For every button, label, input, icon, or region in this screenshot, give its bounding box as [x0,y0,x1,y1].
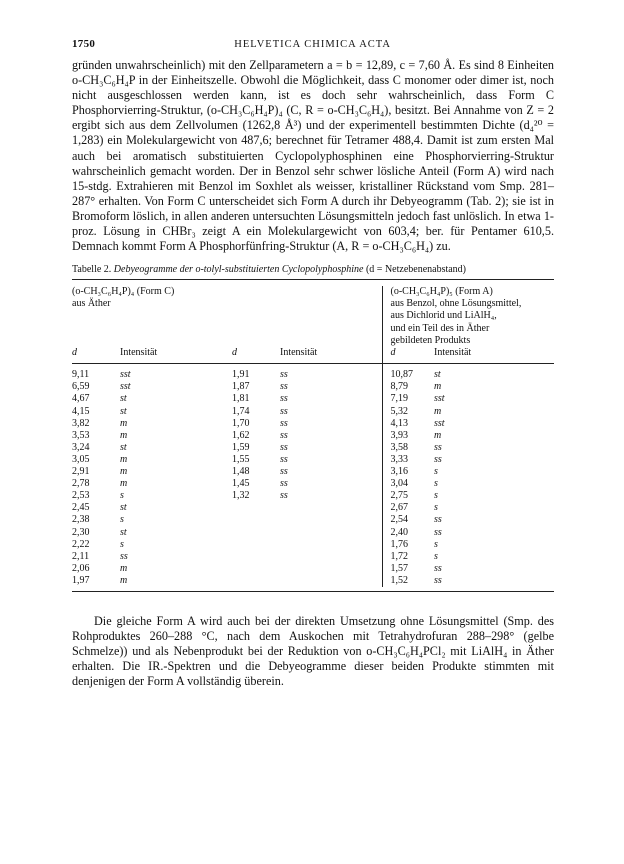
intensity-value: ss [434,514,442,526]
d-value: 10,87 [382,369,434,381]
intensity-value: ss [280,369,288,381]
d-value: 2,67 [382,502,434,514]
intensity-value: s [120,538,124,550]
intensity-value: st [120,502,127,514]
intensity-value [280,575,382,587]
d-value [232,551,280,563]
d-value: 2,54 [382,514,434,526]
paragraph-2: Die gleiche Form A wird auch bei der direkten Umsetzung ohne Lösungsmittel (Smp. des Rohproduktes 260–288 °C, nach dem Auskochen mit Tetrahydrofuran 288–298° (gelbe Schmelze)) und als Nebenprodukt bei der Reduktion von o-CH₃C₆H₄PCl₂ mit LiAlH₄ in Äther erhalten. Die IR.-Spektren und die Debyeogramme dieser beiden Produkte stimmten mit denjenigen der Form A vollständig überein. [72,613,554,689]
table-caption [72,264,554,280]
d-value: 3,93 [382,430,434,442]
d-value: 1,48 [232,466,250,478]
d-value: 1,97 [72,574,90,586]
intensity-value: ss [120,550,128,562]
d-value: 2,78 [72,478,90,490]
d-value: 1,55 [232,453,250,465]
d-value: 2,11 [72,550,90,562]
d-value: 8,79 [382,381,434,393]
d-value: 2,38 [72,514,90,526]
table-row [72,381,554,393]
intensity-value: ss [280,441,288,453]
intensity-value: s [434,538,438,550]
intensity-value: ss [280,429,288,441]
d-value: 1,81 [232,393,250,405]
intensity-value: sst [434,393,445,405]
d-value: 4,13 [382,418,434,430]
form-a-header: (o-CH₃C₆H₄P)₅ (Form A) aus Benzol, ohne Lösungsmittel, aus Dichlorid und LiAlH₄, und ein Teil des in Äther gebildeten Produkts [382,286,554,346]
d-value: 2,75 [382,490,434,502]
d-value: 3,24 [72,441,90,453]
d-value: 2,40 [382,527,434,539]
table-row [72,478,554,490]
table-row [72,502,554,514]
d-value: 3,58 [382,442,434,454]
d-value: 1,76 [382,539,434,551]
table-note: (d = Netzebenenabstand) [365,264,467,276]
table-row [72,393,554,405]
intensity-value: m [120,574,128,586]
intensity-value: m [120,562,128,574]
intensity-value: ss [434,562,442,574]
d-value: 1,32 [232,490,250,502]
intensity-value: ss [280,381,288,393]
intensity-value: st [120,405,127,417]
table-row [72,369,554,381]
d-value: 9,11 [72,369,90,381]
table-title: Debyeogramme der o-tolyl-substituierten Cyclopolyphosphine [113,264,364,276]
table-row [72,406,554,418]
d-value: 1,70 [232,417,250,429]
column-headers: d Intensität d Intensität d Intensität [72,346,472,358]
d-value: 2,91 [72,466,90,478]
intensity-value: m [434,381,442,393]
d-value [232,563,280,575]
intensity-value: ss [280,466,288,478]
intensity-value: s [434,466,438,478]
intensity-value: ss [280,405,288,417]
d-value: 1,57 [382,563,434,575]
d-value: 3,53 [72,429,90,441]
intensity-value: st [120,441,127,453]
table-row [72,539,554,551]
intensity-value: st [120,526,127,538]
intensity-value: m [120,429,128,441]
intensity-value: s [120,514,124,526]
intensity-value: ss [280,490,288,502]
intensity-value: s [434,490,438,502]
d-value: 1,52 [382,575,434,587]
d-value: 2,30 [72,526,90,538]
table-body [72,369,554,587]
journal-title: HELVETICA CHIMICA ACTA [234,39,391,50]
intensity-value: sst [434,417,445,429]
d-value [232,514,280,526]
d-value [232,539,280,551]
d-value: 3,04 [382,478,434,490]
table-row [72,454,554,466]
d-value: 1,62 [232,429,250,441]
page-header [72,38,554,56]
intensity-value: m [120,453,128,465]
table-row [72,418,554,430]
intensity-value: sst [120,381,131,393]
intensity-value [280,527,382,539]
table-bottom-rule [72,591,554,592]
intensity-value: sst [120,369,131,381]
debyeogram-table [72,280,554,587]
d-value: 2,22 [72,538,90,550]
d-value: 1,74 [232,405,250,417]
d-value: 3,16 [382,466,434,478]
d-value: 5,32 [382,406,434,418]
intensity-value: ss [280,417,288,429]
d-value: 3,05 [72,453,90,465]
d-value: 1,45 [232,478,250,490]
table-row [72,430,554,442]
table-row [72,551,554,563]
intensity-value: ss [280,453,288,465]
intensity-value [280,539,382,551]
d-value: 3,33 [382,454,434,466]
d-value: 3,82 [72,417,90,429]
intensity-value [280,563,382,575]
d-value: 4,15 [72,405,90,417]
form-c-header: (o-CH₃C₆H₄P)₄ (Form C) aus Äther [72,286,175,310]
d-value: 1,72 [382,551,434,563]
d-value: 7,19 [382,393,434,405]
d-value: 1,87 [232,381,250,393]
d-value: 6,59 [72,381,90,393]
d-value: 2,45 [72,502,90,514]
d-value: 4,67 [72,393,90,405]
table-row [72,563,554,575]
intensity-value: m [120,417,128,429]
intensity-value: m [120,478,128,490]
d-value [232,527,280,539]
intensity-value: ss [434,526,442,538]
table-row [72,490,554,502]
page-number: 1750 [72,38,96,50]
table-row [72,527,554,539]
intensity-value [280,502,382,514]
intensity-value: s [120,490,124,502]
intensity-value: ss [434,453,442,465]
table-row [72,466,554,478]
d-value [232,575,280,587]
intensity-value: st [434,369,441,381]
intensity-value: ss [280,393,288,405]
intensity-value: m [434,405,442,417]
table-row [72,575,554,587]
intensity-value: s [434,478,438,490]
d-value: 2,53 [72,490,90,502]
table-row [72,442,554,454]
intensity-value: ss [434,441,442,453]
intensity-value: ss [434,574,442,586]
intensity-value: s [434,550,438,562]
intensity-value [280,514,382,526]
paragraph-1: gründen unwahrscheinlich) mit den Zellparametern a = b = 12,89, c = 7,60 Å. Es sind 8 Einheiten o-CH₃C₆H₄P in der Einheitszelle. Obwohl die Möglichkeit, dass C monomer oder dimer ist, noch nicht ausgeschlossen werden kann, ist es doch sehr wahrscheinlich, dass Form C Phosphorvierring-Struktur, (o-CH₃C₆H₄P)₄ (C, R = o-CH₃C₆H₄), besitzt. Bei Annahme von Z = 2 ergibt sich aus dem Zellvolumen (1262,8 Å³) und der experimentell bestimmten Dichte (d₄²⁰ = 1,283) ein Molekulargewicht von 487,6; berechnet für Tetramer 488,4. Damit ist zum ersten Mal auch bei aromatisch substituierten Cyclopolyphosphinen eine Phosphorvierring-Struktur wahrscheinlich gemacht worden. Der in Benzol sehr schwer lösliche Anteil (Form A) wird nach 15-stdg. Extrahieren mit Benzol im Soxhlet als weisser, kristalliner Rückstand vom Smp. 281–287° erhalten. Von Form C unterscheidet sich Form A durch ihr Debyeogramm (Tab. 2); sie ist in Bromoform löslich, in allen anderen untersuchten Lösungsmitteln jedoch fast unlöslich. In etwa 1-proz. Lösung in CHBr₃ zeigt A ein Molekulargewicht von 603,4; ber. für Pentamer 610,5. Demnach kommt Form A Phosphorfünfring-Struktur (A, R = o-CH₃C₆H₄) zu. [72,58,554,254]
page [72,38,554,689]
intensity-value: st [120,393,127,405]
d-value [232,502,280,514]
table-row [72,514,554,526]
d-value: 1,91 [232,369,250,381]
d-value: 1,59 [232,441,250,453]
intensity-value: s [434,502,438,514]
table-label: Tabelle 2. [72,264,112,276]
intensity-value: m [120,466,128,478]
intensity-value: ss [280,478,288,490]
intensity-value [280,551,382,563]
intensity-value: m [434,429,442,441]
d-value: 2,06 [72,562,90,574]
